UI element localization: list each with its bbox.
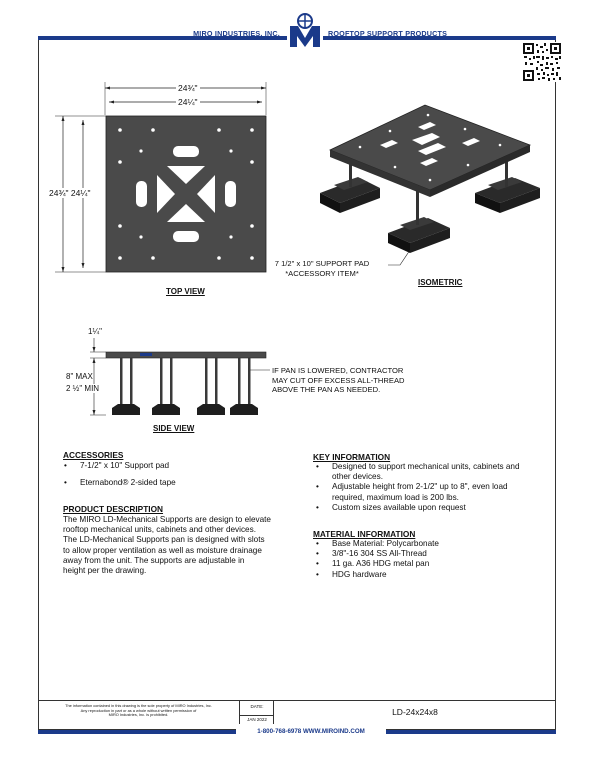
accessory-eternabond-tape: • Eternabond® 2-sided tape [60, 478, 280, 488]
accessories-list [60, 461, 280, 490]
disclaimer-line: The information contained in this drawing is the sole property of MIRO Industries, Inc. [65, 703, 212, 708]
side-view-label: SIDE VIEW [153, 424, 195, 433]
title-block-date [240, 701, 274, 724]
date-label: DATE: [250, 704, 264, 709]
material-information-title: MATERIAL INFORMATION [313, 529, 416, 539]
qr-code-icon[interactable] [522, 42, 562, 82]
support-pad-callout-line2: *ACCESSORY ITEM* [285, 268, 359, 278]
product-description-line: to allow proper ventilation as well as moisture drainage [63, 545, 262, 555]
product-description-body [63, 515, 303, 576]
company-tagline: ROOFTOP SUPPORT PRODUCTS [328, 29, 448, 38]
material-item: • Base Material: Polycarbonate [312, 539, 552, 549]
material-item: • 11 ga. A36 HDG metal pan [312, 559, 552, 569]
isometric-label: ISOMETRIC [418, 278, 463, 287]
key-info-line: required, maximum load is 200 lbs. [332, 492, 459, 502]
product-description-line: rooftop mechanical units, cabinets and other devices. [63, 525, 256, 535]
title-block [38, 700, 556, 723]
footer-contact[interactable]: 1-800-768-6978 WWW.MIROIND.COM [236, 727, 386, 736]
key-info-line: • Designed to support mechanical units, cabinets and [332, 462, 520, 471]
dim-max-height: 8" MAX [66, 372, 93, 381]
material-item: • HDG hardware [312, 570, 552, 580]
key-information-list [312, 462, 552, 515]
title-block-disclaimer [38, 701, 240, 724]
dim-inner-width: 24¼" [178, 97, 198, 107]
side-view-drawing [90, 330, 290, 420]
key-info-item [312, 482, 552, 502]
top-view-drawing [50, 80, 280, 285]
drawing-number: LD-24x24x8 [392, 707, 438, 717]
key-info-line: • Adjustable height from 2-1/2" up to 8", even load [332, 482, 508, 492]
product-description-line: The MIRO LD-Mechanical Supports are design to elevate [63, 515, 271, 524]
side-view-note-line1: IF PAN IS LOWERED, CONTRACTOR [272, 366, 404, 375]
product-description-line: away from the unit. The supports are adjustable in [63, 555, 245, 565]
product-description-title: PRODUCT DESCRIPTION [63, 504, 164, 514]
product-description-line: The LD-Mechanical Supports pan is designed with slots [63, 535, 265, 545]
top-view-label: TOP VIEW [166, 287, 205, 296]
key-info-item [312, 462, 552, 482]
key-info-item [312, 503, 552, 513]
disclaimer-line: Any reproduction in part or as a whole without written permission of [80, 707, 197, 713]
side-view-note-line3: ABOVE THE PAN AS NEEDED. [272, 385, 381, 394]
company-name: MIRO INDUSTRIES, INC. [193, 29, 280, 38]
accessory-support-pad: • 7-1/2" x 10" Support pad [60, 461, 280, 471]
side-view-note-line2: MAY CUT OFF EXCESS ALL-THREAD [272, 375, 405, 385]
key-info-line: • Custom sizes available upon request [332, 502, 466, 512]
key-info-line: other devices. [332, 472, 383, 482]
dim-outer-width: 24¾" [178, 83, 198, 93]
key-information-title: KEY INFORMATION [313, 452, 391, 462]
dim-min-height: 2 ½" MIN [66, 384, 100, 393]
dim-height: 24¾" 24¼" [49, 188, 91, 198]
material-item: • 3/8"-16 304 SS All-Thread [312, 549, 552, 559]
material-information-list [312, 539, 552, 580]
date-value: JAN 2022 [240, 715, 274, 722]
support-pad-callout-line1: 7 1/2" x 10" SUPPORT PAD [274, 259, 370, 268]
accessories-title: ACCESSORIES [63, 450, 124, 460]
isometric-drawing [300, 85, 560, 275]
product-description-line: height per the drawing. [63, 566, 147, 576]
side-view-note [272, 366, 405, 395]
dim-pan-height: 1¼" [88, 327, 102, 336]
disclaimer-line: MIRO Industries, Inc. is prohibited. [108, 712, 169, 718]
support-pad-callout [254, 259, 390, 278]
